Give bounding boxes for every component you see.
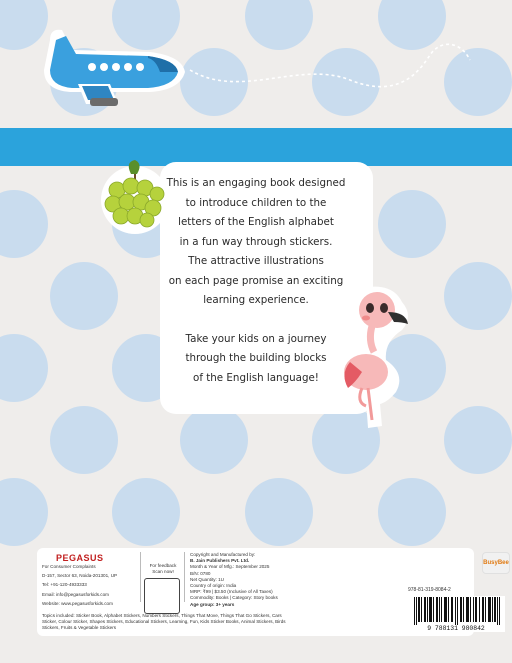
manufacturer-name: B. Jain Publishers Pvt. Ltd. (190, 558, 250, 564)
commodity: Commodity: Books | Category: Story books (190, 595, 278, 601)
blurb-line: on each page promise an exciting (168, 274, 344, 287)
airplane-sticker (0, 0, 512, 120)
feedback-qr-code[interactable] (144, 578, 180, 614)
blurb-line: learning experience. (203, 294, 309, 306)
publisher-tel: Tel: +91-120-4933333 (42, 582, 87, 588)
country-of-origin: Country of origin: India (190, 583, 237, 589)
blurb-line: through the building blocks (185, 352, 327, 364)
publisher-email: Email: info@pegasusforkids.com (42, 591, 109, 597)
publisher-address: D-157, Sector 63, Noida-201301, UP (42, 573, 118, 579)
busybee-logo (482, 552, 510, 574)
grapes-sticker (95, 156, 175, 236)
manufacturing-block (190, 552, 360, 608)
flamingo-sticker (322, 282, 422, 432)
publisher-website: Website: www.pegasusforkids.com (42, 600, 113, 606)
blurb-line: to introduce children to the (185, 196, 327, 209)
isbn: 978-81-319-8084-2 (408, 587, 451, 593)
publisher-block (42, 553, 138, 607)
net-quantity: Net Quantity: 1U (190, 576, 224, 582)
age-group: Age group: 3+ years (190, 601, 235, 607)
complaints-label: For Consumer Complaints (42, 564, 96, 569)
mfg-date: Month & Year of Mfg.: September 2025 (190, 564, 270, 570)
batch-number: B/N: 0780 (190, 570, 211, 576)
barcode (408, 596, 505, 632)
blurb-line: letters of the English alphabet (178, 216, 334, 228)
blurb-line: Take your kids on a journey (185, 332, 327, 345)
scan-label: Scan now! (152, 569, 174, 575)
blurb-line: The attractive illustrations (188, 255, 324, 267)
topics-line: Stickers, Fruits & Vegetable Stickers (42, 625, 117, 631)
blue-band (0, 128, 512, 166)
barcode-digits: 9 788131 980842 (427, 625, 485, 632)
blurb-line: This is an engaging book designed (166, 177, 346, 189)
feedback-block (146, 563, 180, 575)
divider (140, 552, 141, 602)
mrp: MRP: ₹99 | $3.50 (Inclusive of All Taxes) (190, 589, 273, 595)
pegasus-logo: PEGASUS (56, 553, 104, 563)
divider (184, 552, 185, 602)
feedback-label: For feedback (149, 563, 177, 568)
blurb-line: of the English language! (193, 371, 319, 384)
copyright-line: Copyright and Manufactured by: (190, 552, 256, 557)
topics-block (42, 613, 372, 632)
topics-line: Sticker, Colour Sticker, Shapes Stickers, Educational Stickers, Learning, Fun, Kids Sticker Books, Animal Stickers, Birds (42, 619, 286, 625)
imprint-name: BusyBee (483, 560, 509, 566)
blurb-line: in a fun way through stickers. (179, 235, 333, 248)
topics-line: Topics included: Sticker Book, Alphabet Stickers, Numbers Stickers, Things That Move, Things That Go Stickers, Cars (42, 613, 282, 618)
